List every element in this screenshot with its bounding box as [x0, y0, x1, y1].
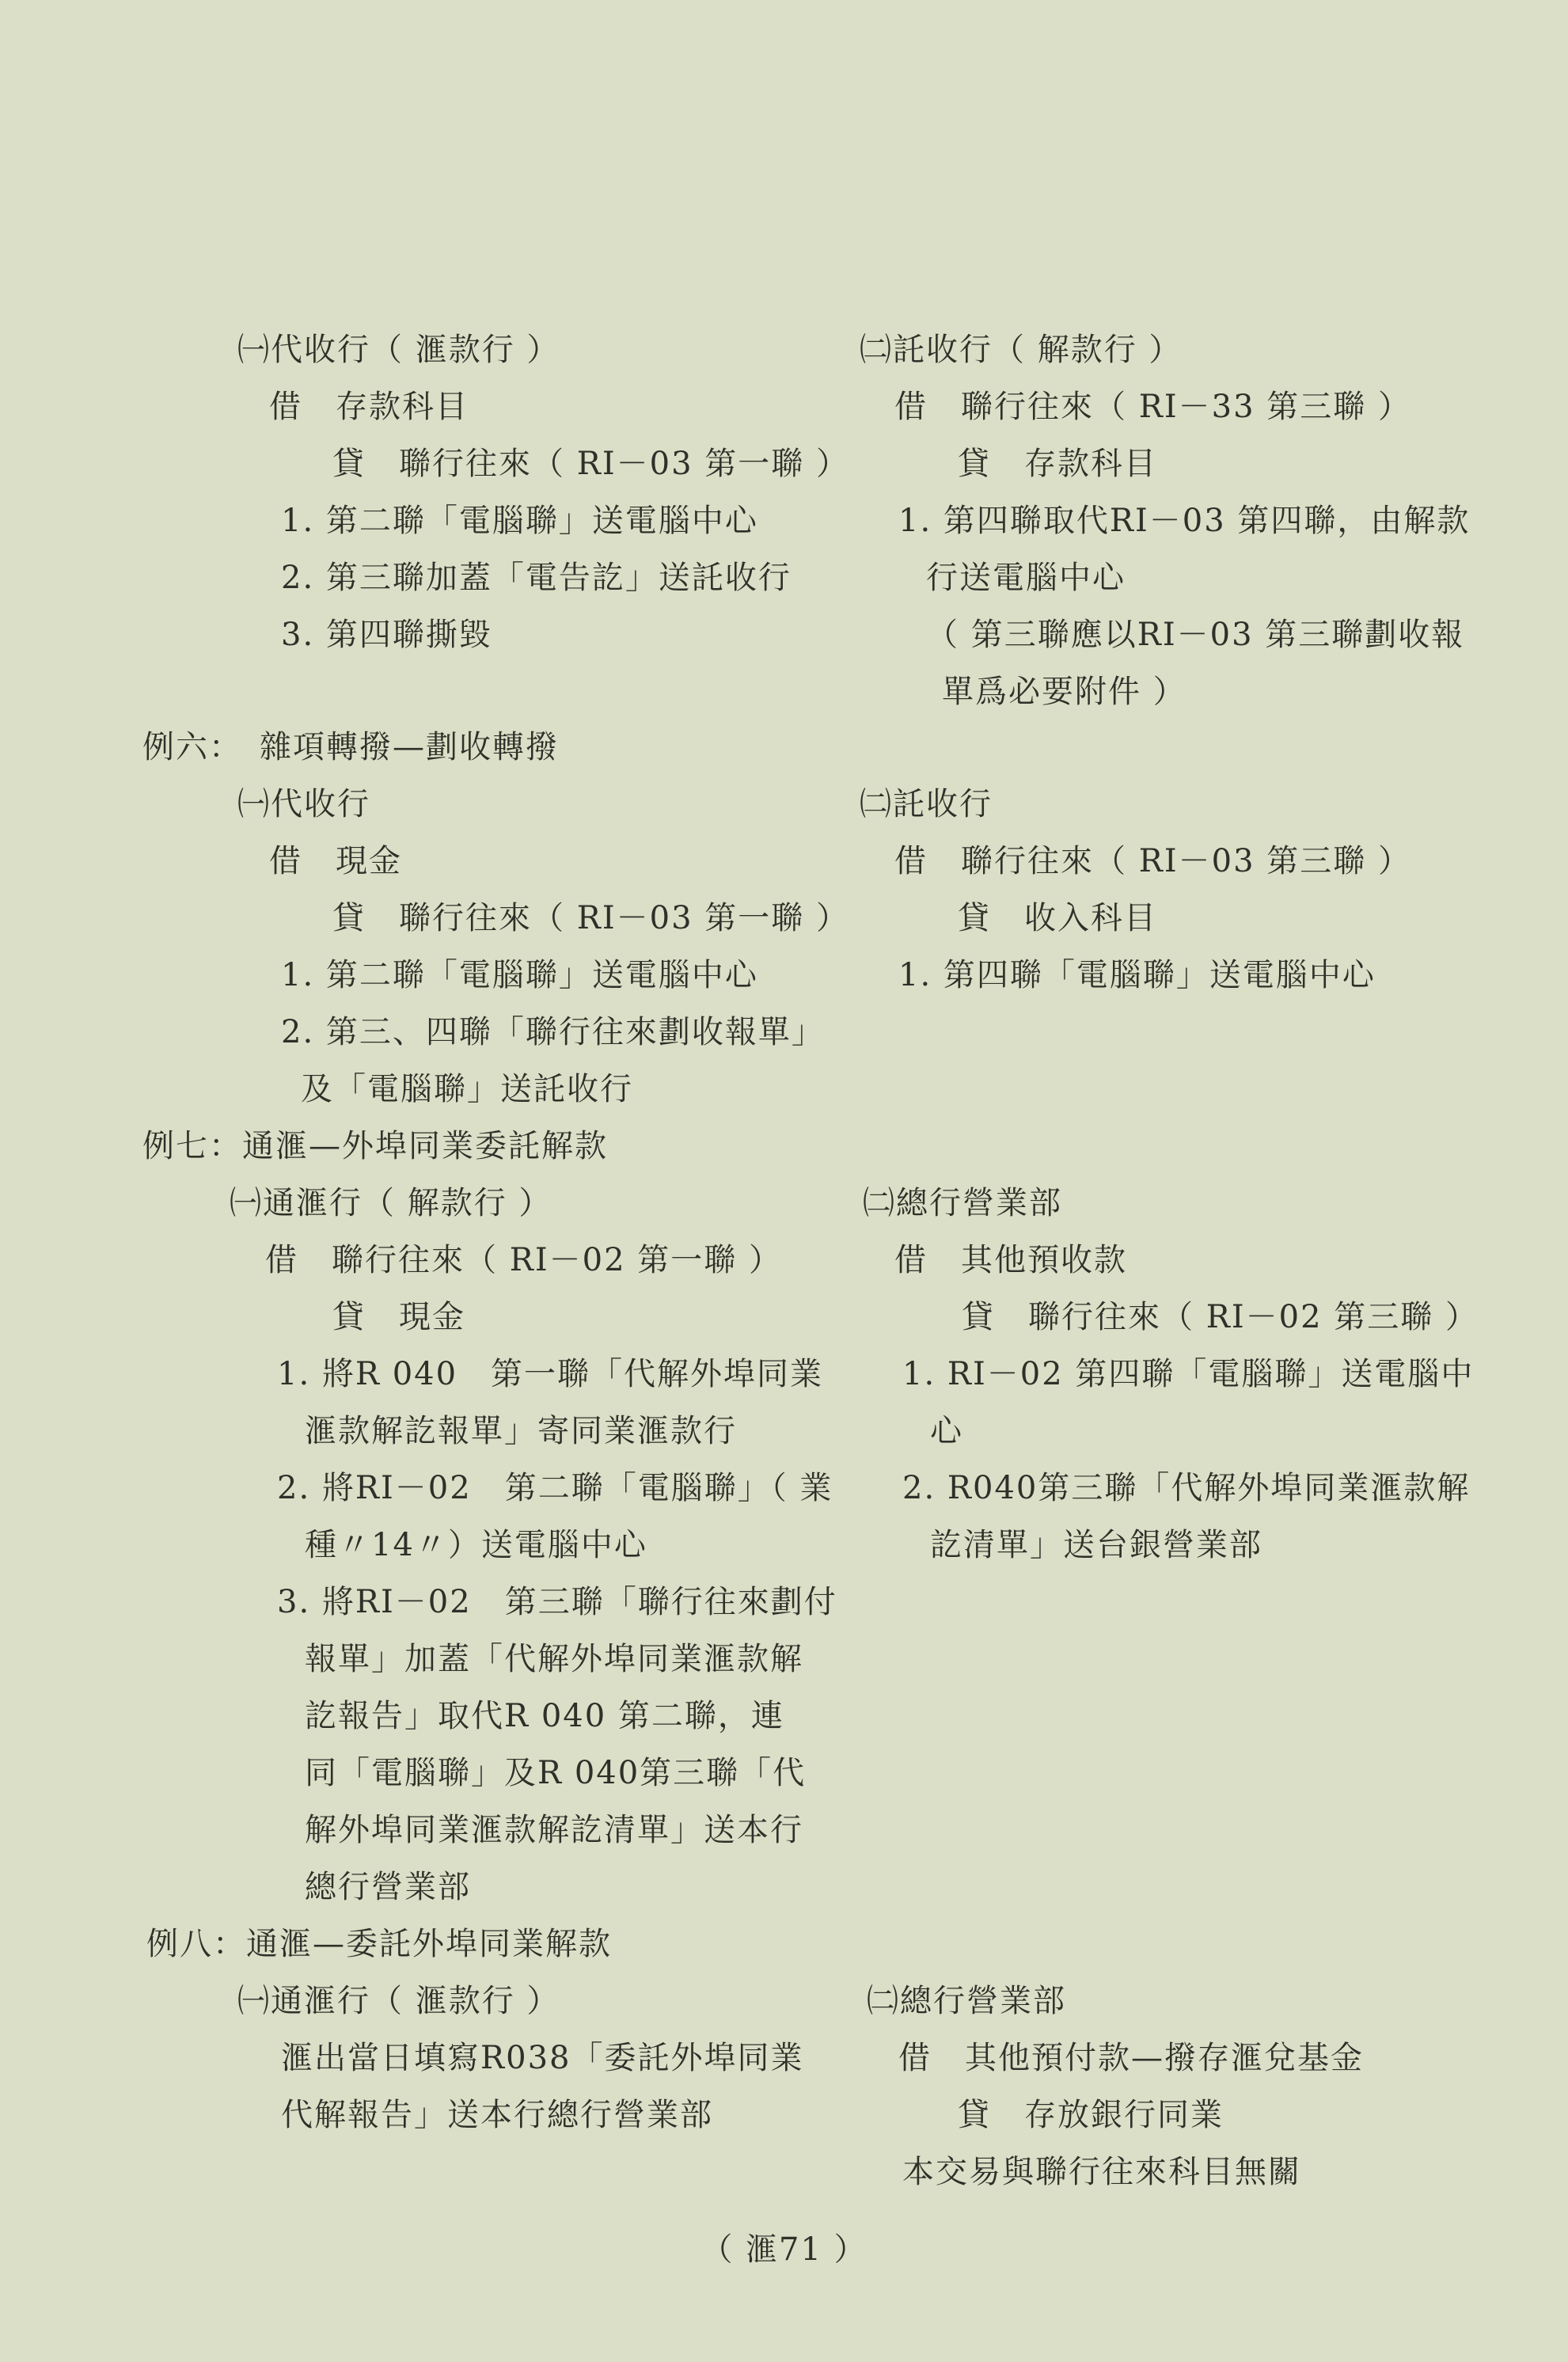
left-text-line: 貸 聯行往來（ RI－03 第一聯 ）: [332, 446, 849, 482]
left-text-line: 總行營業部: [305, 1869, 471, 1905]
right-text-line: 貸 存放銀行同業: [958, 2097, 1224, 2133]
left-text-line: 借 現金: [269, 843, 402, 879]
left-text-line: 解外埠同業滙款解訖清單」送本行: [305, 1812, 803, 1848]
left-text-line: 代解報告」送本行總行營業部: [281, 2097, 713, 2133]
left-text-line: 1. 第二聯「電腦聯」送電腦中心: [281, 503, 758, 539]
right-text-line: 借 聯行往來（ RI－33 第三聯 ）: [894, 389, 1411, 425]
left-text-line: 2. 將RI－02 第二聯「電腦聯」（ 業: [277, 1470, 833, 1506]
right-text-line: ㈡總行營業部: [867, 1983, 1066, 2019]
left-text-line: 1. 第二聯「電腦聯」送電腦中心: [281, 957, 758, 993]
left-text-line: 借 存款科目: [269, 389, 469, 425]
right-text-line: 貸 存款科目: [958, 446, 1157, 482]
left-text-line: 3. 第四聯撕毀: [281, 617, 492, 653]
left-text-line: 2. 第三、四聯「聯行往來劃收報單」: [281, 1014, 825, 1050]
left-text-line: 同「電腦聯」及R 040第三聯「代: [305, 1755, 807, 1791]
left-text-line: 貸 聯行往來（ RI－03 第一聯 ）: [332, 900, 849, 936]
left-text-line: 借 聯行往來（ RI－02 第一聯 ）: [265, 1242, 782, 1278]
left-text-line: 例六： 雜項轉撥—劃收轉撥: [142, 729, 559, 765]
left-text-line: 1. 將R 040 第一聯「代解外埠同業: [277, 1356, 824, 1392]
right-text-line: ㈡託收行: [860, 786, 993, 822]
right-text-line: 1. 第四聯取代RI－03 第四聯，由解款: [898, 503, 1471, 539]
right-text-line: 行送電腦中心: [926, 560, 1126, 596]
left-text-line: 滙出當日填寫R038「委託外埠同業: [281, 2040, 804, 2076]
left-text-line: 訖報告」取代R 040 第二聯，連: [305, 1698, 784, 1734]
right-text-line: 貸 收入科目: [958, 900, 1157, 936]
right-text-line: 借 其他預收款: [894, 1242, 1127, 1278]
left-text-line: 2. 第三聯加蓋「電告訖」送託收行: [281, 560, 792, 596]
left-text-line: ㈠通滙行（ 滙款行 ）: [237, 1983, 560, 2019]
right-text-line: ㈡託收行（ 解款行 ）: [860, 332, 1183, 368]
left-text-line: 滙款解訖報單」寄同業滙款行: [305, 1413, 737, 1449]
right-text-line: 借 聯行往來（ RI－03 第三聯 ）: [894, 843, 1411, 879]
left-text-line: 3. 將RI－02 第三聯「聯行往來劃付: [277, 1584, 837, 1620]
left-text-line: 例七：通滙—外埠同業委託解款: [142, 1128, 608, 1164]
left-text-line: ㈠代收行: [237, 786, 370, 822]
right-text-line: 1. 第四聯「電腦聯」送電腦中心: [898, 957, 1376, 993]
right-text-line: 單爲必要附件 ）: [942, 674, 1186, 710]
left-text-line: 種〃14〃）送電腦中心: [305, 1527, 647, 1563]
left-text-line: 及「電腦聯」送託收行: [301, 1071, 633, 1107]
left-text-line: ㈠代收行（ 滙款行 ）: [237, 332, 560, 368]
left-text-line: ㈠通滙行（ 解款行 ）: [230, 1185, 552, 1221]
right-text-line: 心: [930, 1413, 963, 1449]
left-text-line: 貸 現金: [332, 1299, 465, 1335]
right-text-line: 貸 聯行往來（ RI－02 第三聯 ）: [962, 1299, 1479, 1335]
right-text-line: （ 第三聯應以RI－03 第三聯劃收報: [926, 617, 1465, 653]
right-text-line: 訖清單」送台銀營業部: [930, 1527, 1262, 1563]
right-text-line: 2. R040第三聯「代解外埠同業滙款解: [902, 1470, 1471, 1506]
right-text-line: 借 其他預付款—撥存滙兌基金: [898, 2040, 1364, 2076]
right-text-line: 1. RI－02 第四聯「電腦聯」送電腦中: [902, 1356, 1475, 1392]
left-text-line: 例八：通滙—委託外埠同業解款: [146, 1926, 612, 1962]
right-text-line: ㈡總行營業部: [863, 1185, 1062, 1221]
right-text-line: 本交易與聯行往來科目無關: [902, 2154, 1301, 2190]
page-number: （ 滙71 ）: [700, 2231, 868, 2268]
left-text-line: 報單」加蓋「代解外埠同業滙款解: [305, 1641, 803, 1677]
